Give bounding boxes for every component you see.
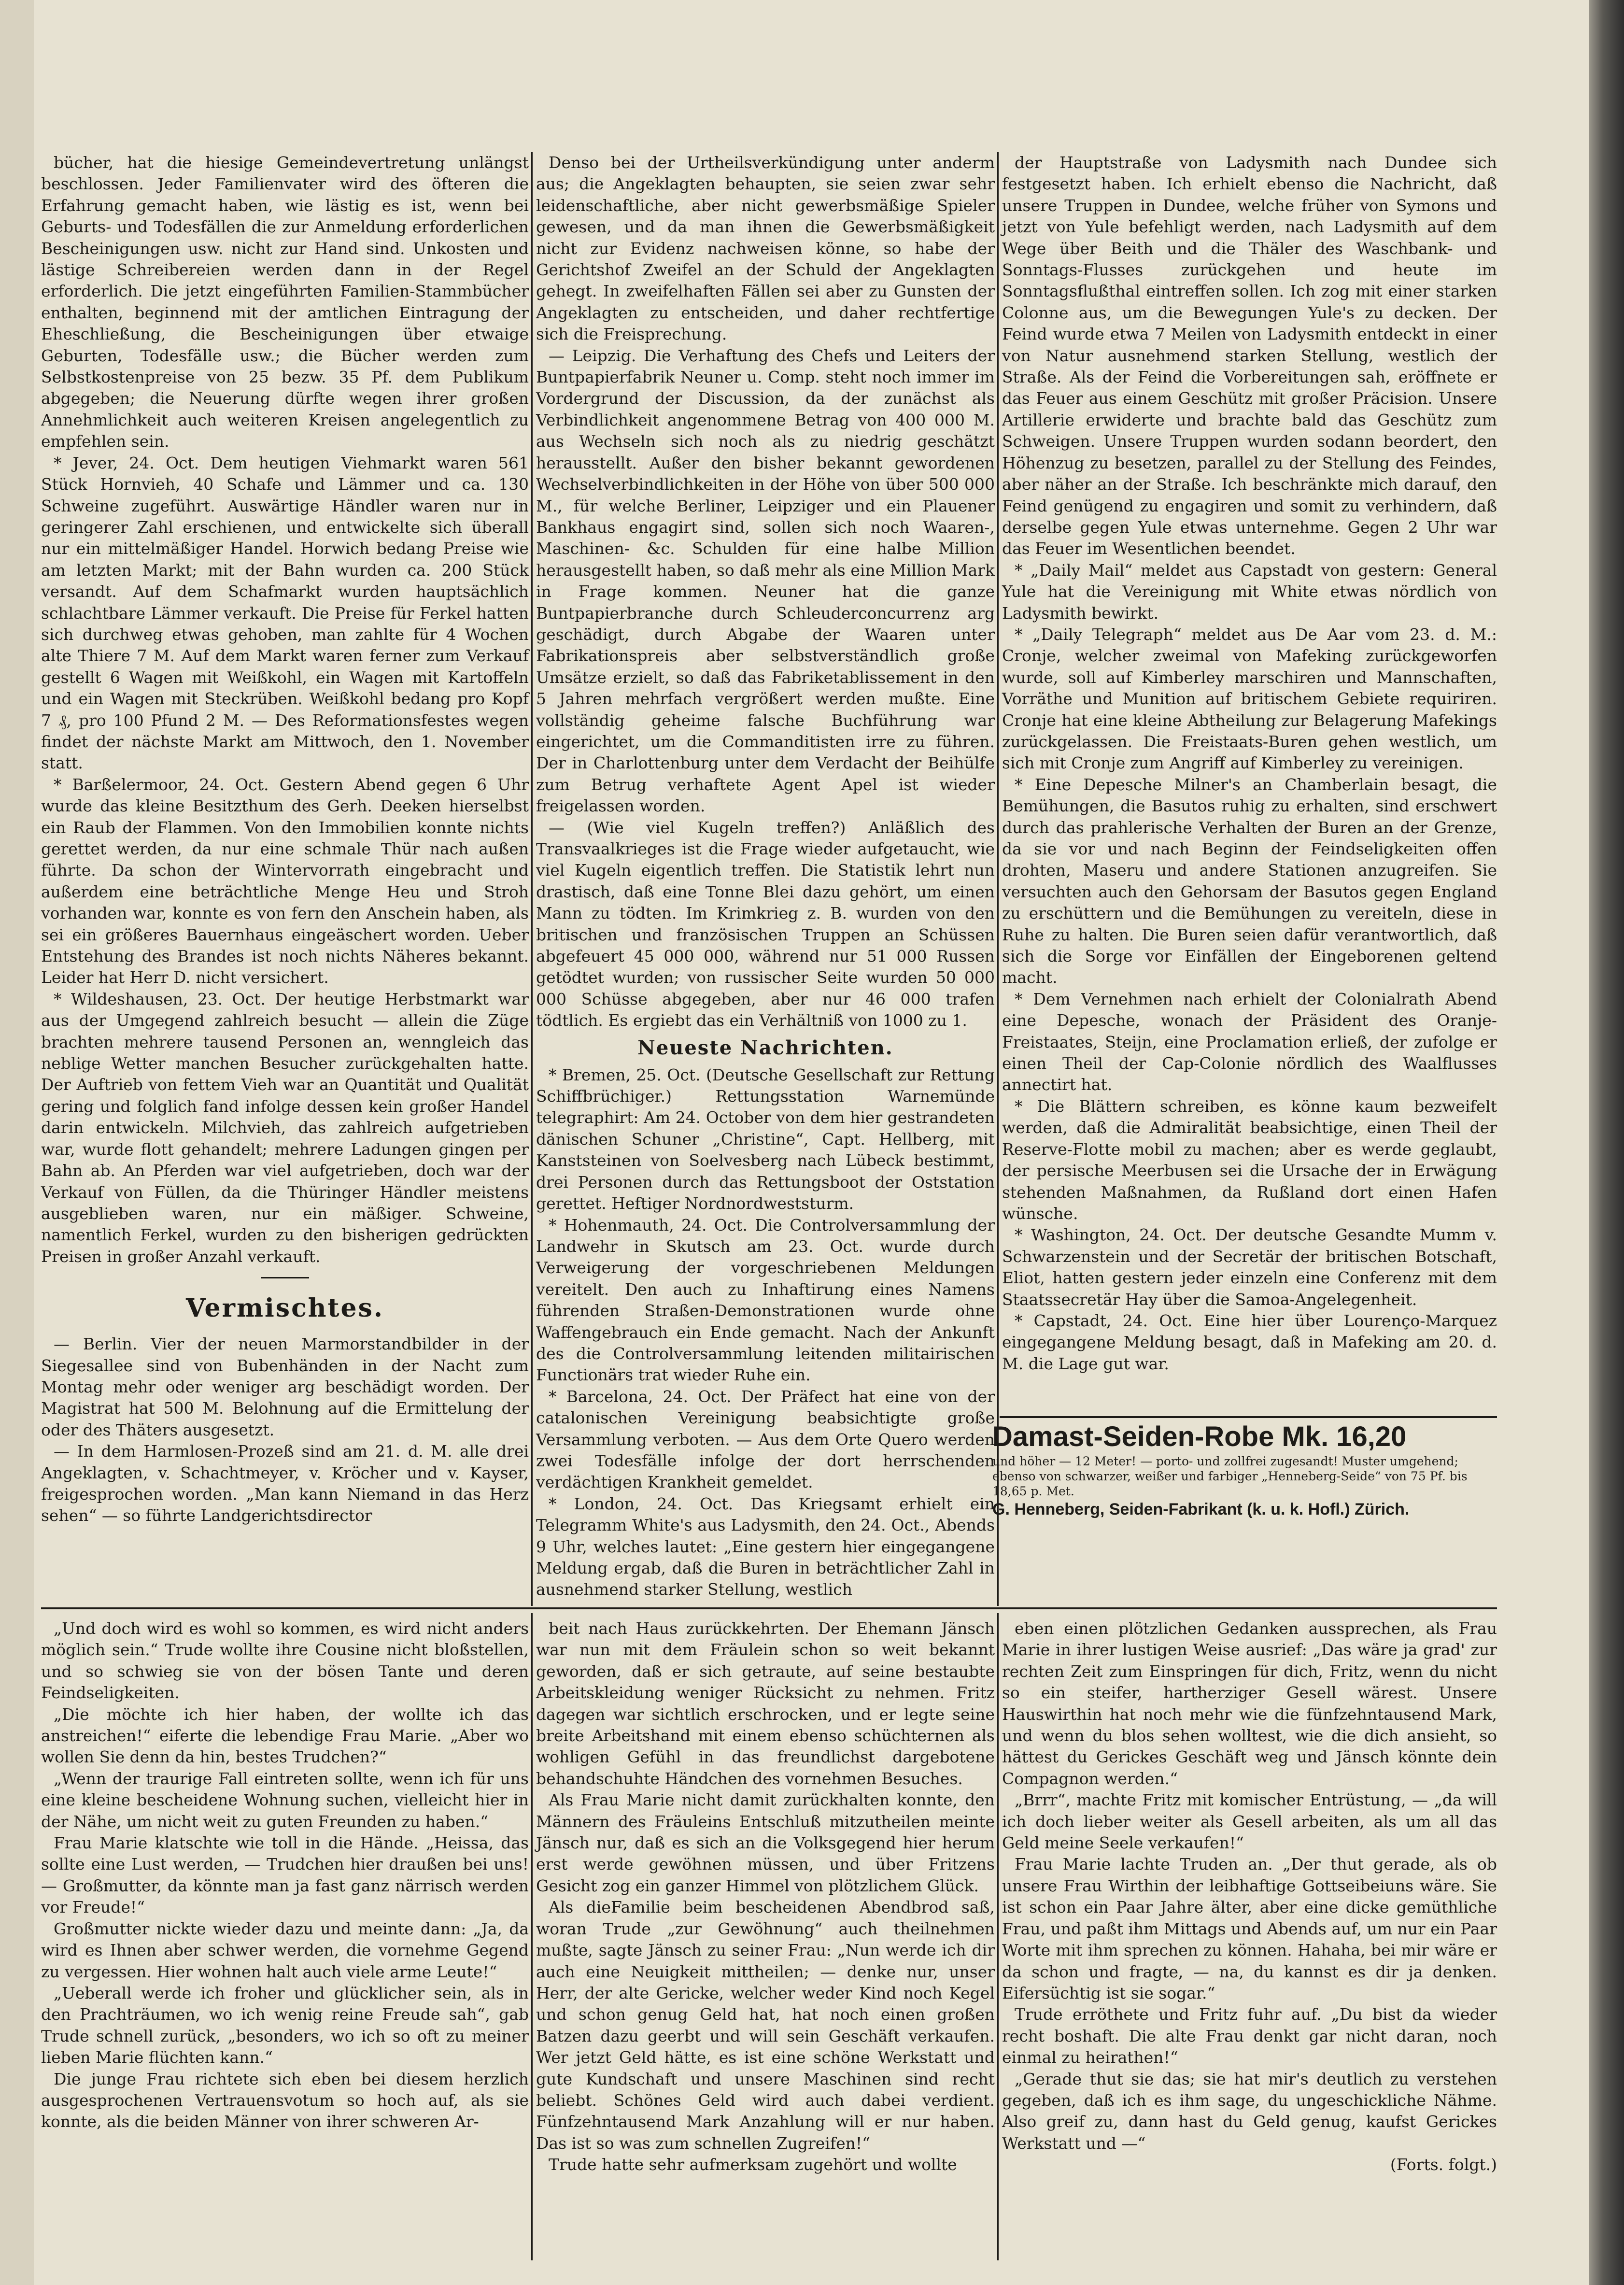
paragraph: Trude erröthete und Fritz fuhr auf. „Du bist da wieder recht boshaft. Die alte Frau denkt gar nicht daran, noch einmal zu heirathen!“ [1002, 2005, 1497, 2067]
paragraph: — Leipzig. Die Verhaftung des Chefs und Leiters der Buntpapierfabrik Neuner u. Comp. steht noch immer im Vordergrund der Discussion, da der zunächst als Verbindlichkeit angenommene Betrag von 400 000 M. aus Wechseln sich noch als zu niedrig geschätzt herausstellt. Außer den bisher bekannt gewordenen Wechselverbindlichkeiten in der Höhe von über 500 000 M., für welche Berliner, Leipziger und ein Plauener Bankhaus engagirt sind, sollen sich noch Waaren-, Maschinen- &c. Schulden für eine halbe Million herausgestellt haben, so daß mehr als eine Million Mark in Frage kommen. Neuner hat die ganze Buntpapierbranche durch Schleuderconcurrenz arg geschädigt, durch Abgabe der Waaren unter Fabrikationspreis aber selbstverständlich große Umsätze erzielt, so daß das Fabriketablissement in den 5 Jahren mehrfach vergrößert werden mußte. Eine vollständig geheime falsche Buchführung war eingerichtet, um die Commanditisten irre zu führen. Der in Charlottenburg unter dem Verdacht der Beihülfe zum Betrug verhaftete Agent Apel ist wieder freigelassen worden. [536, 346, 995, 816]
paragraph: * „Daily Mail“ meldet aus Capstadt von gestern: General Yule hat die Vereinigung mit White etwas nördlich von Ladysmith bewirkt. [1002, 560, 1497, 623]
column-divider [531, 152, 533, 1606]
column-divider [997, 1613, 999, 2260]
feuilleton-column-1 [41, 1618, 529, 2260]
paragraph: * Hohenmauth, 24. Oct. Die Controlversammlung der Landwehr in Skutsch am 23. Oct. wurde durch Verweigerung der vorgeschriebenen Meldungen vereitelt. Den auch zu Inhaftirung eines Namens führenden Straßen-Demonstrationen wurde ohne Waffengebrauch ein Ende gemacht. Nach der Ankunft des die Controlversammlung leitenden militairischen Functionärs trat wieder Ruhe ein. [536, 1215, 995, 1385]
paragraph: * Washington, 24. Oct. Der deutsche Gesandte Mumm v. Schwarzenstein und der Secretär der britischen Botschaft, Eliot, hatten gestern jeder einzeln eine Conferenz mit dem Staatssecretär Hay über die Samoa-Angelegenheit. [1002, 1225, 1497, 1309]
paragraph: Als Frau Marie nicht damit zurückhalten konnte, den Männern des Fräuleins Entschluß mitzutheilen meinte Jänsch nur, daß es sich an die Volksgegend hier herum erst werde gewöhnen müssen, und über Fritzens Gesicht zog ein ganzer Himmel von plötzlichem Glück. [536, 1790, 995, 1895]
feuilleton-separator [41, 1607, 1497, 1609]
section-heading-neueste-nachrichten: Neueste Nachrichten. [637, 1036, 893, 1059]
paragraph: * Barcelona, 24. Oct. Der Präfect hat eine von der catalonischen Vereinigung beabsichtigte große Versammlung verboten. — Aus dem Orte Quero werden zwei Todesfälle infolge der dort herrschenden verdächtigen Krankheit gemeldet. [536, 1387, 995, 1492]
top-column-3 [1002, 152, 1497, 1413]
paragraph: * Die Blättern schreiben, es könne kaum bezweifelt werden, daß die Admiralität beabsichtige, einen Theil der Reserve-Flotte mobil zu machen; aber es werde geglaubt, der persische Meerbusen sei die Ursache der in Erwägung stehenden Maßnahmen, da Rußland dort einen Hafen wünsche. [1002, 1096, 1497, 1223]
paragraph: * Wildeshausen, 23. Oct. Der heutige Herbstmarkt war aus der Umgegend zahlreich besucht — allein die Züge brachten mehrere tausend Personen an, wenngleich das neblige Wetter manchen Besucher zurückgehalten hatte. Der Auftrieb von fettem Vieh war an Quantität und Qualität gering und folglich fand infolge dessen kein großer Handel darin entwickeln. Milchvieh, das zahlreich aufgetrieben war, wurde flott gehandelt; mehrere Ladungen gingen per Bahn ab. An Pferden war viel aufgetrieben, doch war der Verkauf von Füllen, da die Thüringer Händler meistens ausgeblieben waren, nur ein mäßiger. Schweine, namentlich Ferkel, wurden zu den bisherigen gedrückten Preisen in großer Anzahl verkauft. [41, 989, 529, 1266]
paragraph: „Wenn der traurige Fall eintreten sollte, wenn ich für uns eine kleine bescheidene Wohnung suchen, vielleicht hier in der Nähe, um nicht weit zu guten Freunden zu haben.“ [41, 1769, 529, 1831]
section-divider [261, 1277, 309, 1278]
advertisement [992, 1420, 1497, 1519]
paragraph: * Barßelermoor, 24. Oct. Gestern Abend gegen 6 Uhr wurde das kleine Besitzthum des Gerh. Deeken hierselbst ein Raub der Flammen. Von den Immobilien konnte nichts gerettet werden, da nur eine schmale Thür nach außen führte. Da schon der Wintervorrath eingebracht und außerdem eine beträchtliche Menge Heu und Stroh vorhanden war, konnte es von fern den Anschein haben, als sei ein größeres Bauernhaus eingeäschert worden. Ueber Entstehung des Brandes ist noch nichts Näheres bekannt. Leider hat Herr D. nicht versichert. [41, 775, 529, 987]
paragraph: eben einen plötzlichen Gedanken aussprechen, als Frau Marie in ihrer lustigen Weise ausrief: „Das wäre ja grad' zur rechten Zeit zum Einspringen für dich, Fritz, wenn du nicht so ein steifer, hartherziger Gesell wärest. Unsere Hauswirthin hat noch mehr wie die fünfzehntausend Mark, und wenn du blos sehen wolltest, wie die dich ansieht, so hättest du Gerickes Geschäft weg und Jänsch könnte dein Compagnon werden.“ [1002, 1619, 1497, 1788]
paragraph: „Und doch wird es wohl so kommen, es wird nicht anders möglich sein.“ Trude wollte ihre Cousine nicht bloßstellen, und so schwieg sie von der bösen Tante und deren Feindseligkeiten. [41, 1619, 529, 1703]
paragraph: * „Daily Telegraph“ meldet aus De Aar vom 23. d. M.: Cronje, welcher zweimal von Mafeking zurückgeworfen wurde, soll auf Kimberley marschiren und Mannschaften, Vorräthe und Munition auf britischem Gebiete requiriren. Cronje hat eine kleine Abtheilung zur Belagerung Mafekings zurückgelassen. Die Freistaats-Buren gehen westlich, um sich mit Cronje zum Angriff auf Kimberley zu vereinigen. [1002, 624, 1497, 773]
feuilleton-column-3 [1002, 1618, 1497, 2260]
book-edge-shadow [1589, 0, 1624, 2285]
advertisement-signature: G. Henneberg, Seiden-Fabrikant (k. u. k. Hofl.) Zürich. [992, 1500, 1410, 1519]
paragraph: „Die möchte ich hier haben, der wollte ich das anstreichen!“ eiferte die lebendige Frau Marie. „Aber wo wollen Sie denn da hin, bestes Trudchen?“ [41, 1704, 529, 1767]
paragraph: Denso bei der Urtheilsverkündigung unter anderm aus; die Angeklagten behaupten, sie seien zwar sehr leidenschaftliche, aber nicht gewerbsmäßige Spieler gewesen, und da man ihnen die Gewerbsmäßigkeit nicht zur Evidenz nachweisen könne, so habe der Gerichtshof Zweifel an der Schuld der Angeklagten gehegt. In zweifelhaften Fällen sei aber zu Gunsten der Angeklagten zu entscheiden, und daher rechtfertige sich die Freisprechung. [536, 153, 995, 344]
paragraph: * Dem Vernehmen nach erhielt der Colonialrath Abend eine Depesche, wonach der Präsident des Oranje-Freistaates, Steijn, eine Proclamation erließ, der zufolge er einen Theil der Cap-Colonie nördlich des Waalflusses annectirt hat. [1002, 989, 1497, 1094]
paragraph: der Hauptstraße von Ladysmith nach Dundee sich festgesetzt haben. Ich erhielt ebenso die Nachricht, daß unsere Truppen in Dundee, welche früher von Symons und jetzt von Yule befehligt werden, nach Ladysmith auf dem Wege über Beith und die Thäler des Waschbank- und Sonntags-Flusses zurückgehen und heute im Sonntagsflußthal eintreffen sollen. Ich zog mit einer starken Colonne aus, um die Bewegungen Yule's zu decken. Der Feind wurde etwa 7 Meilen von Ladysmith entdeckt in einer von Natur ausnehmend starken Stellung, westlich der Straße. Als der Feind die Vorbereitungen sah, eröffnete er das Feuer aus einem Geschütz mit großer Präcision. Unsere Artillerie erwiderte und brachte bald das Geschütz zum Schweigen. Unsere Truppen wurden sodann beordert, den Höhenzug zu besetzen, parallel zu der Stellung des Feindes, aber näher an der Straße. Ich beschränkte mich darauf, den Feind genügend zu engagiren und somit zu verhindern, daß derselbe gegen Yule etwas unternehme. Gegen 2 Uhr war das Feuer im Wesentlichen beendet. [1002, 153, 1497, 558]
paragraph: Als dieFamilie beim bescheidenen Abendbrod saß, woran Trude „zur Gewöhnung“ auch theilnehmen mußte, sagte Jänsch zu seiner Frau: „Nun werde ich dir auch eine Neuigkeit mittheilen; — denke nur, unser Herr, der alte Gericke, welcher weder Kind noch Kegel und schon genug Geld hat, hat noch einen großen Batzen dazu geerbt und will sein Geschäft verkaufen. Wer jetzt Geld hätte, es ist eine schöne Werkstatt und gute Kundschaft und unsere Maschinen sind recht beliebt. Schönes Geld wird auch dabei verdient. Fünfzehntausend Mark Anzahlung will er nur haben. Das ist so was zum schnellen Zugreifen!“ [536, 1898, 995, 2153]
paragraph: * Jever, 24. Oct. Dem heutigen Viehmarkt waren 561 Stück Hornvieh, 40 Schafe und Lämmer und ca. 130 Schweine zugeführt. Auswärtige Händler waren nur in geringerer Zahl erschienen, und entwickelte sich überall nur ein mittelmäßiger Handel. Horwich bedang Preise wie am letzten Markt; mit der Bahn wurden ca. 200 Stück versandt. Auf dem Schafmarkt wurden hauptsächlich schlachtbare Lämmer verkauft. Die Preise für Ferkel hatten sich durchweg etwas gehoben, man zahlte für 4 Wochen alte Thiere 7 M. Auf dem Markt waren ferner zum Verkauf gestellt 6 Wagen mit Weißkohl, ein Wagen mit Kartoffeln und ein Wagen mit Steckrüben. Weißkohl bedang pro Kopf 7 ₰, pro 100 Pfund 2 M. — Des Reformationsfestes wegen findet der nächste Markt am Mittwoch, den 1. November statt. [41, 453, 529, 773]
top-column-2 [536, 152, 995, 1599]
section-heading-vermischtes: Vermischtes. [185, 1293, 384, 1323]
advertisement-title: Damast-Seiden-Robe Mk. 16,20 [992, 1421, 1407, 1452]
paragraph: bücher, hat die hiesige Gemeindevertretung unlängst beschlossen. Jeder Familienvater wird des öfteren die Erfahrung gemacht haben, wie lästig es ist, wenn bei Geburts- und Todesfällen die zur Anmeldung erforderlichen Bescheinigungen usw. nicht zur Hand sind. Unkosten und lästige Schreibereien werden dann in der Regel erforderlich. Die jetzt eingeführten Familien-Stammbücher enthalten, beginnend mit der amtlichen Eintragung der Eheschließung, die Bescheinigungen über etwaige Geburten, Todesfälle usw.; die Bücher werden zum Selbstkostenpreise von 25 bezw. 35 Pf. dem Publikum abgegeben; die Neuerung dürfte wegen ihrer großen Annehmlichkeit auch weiteren Kreisen angelegentlich zu empfehlen sein. [41, 153, 529, 451]
feuilleton-column-2 [536, 1618, 995, 2260]
paragraph: * Eine Depesche Milner's an Chamberlain besagt, die Bemühungen, die Basutos ruhig zu erhalten, sind erschwert durch das prahlerische Verhalten der Buren an der Grenze, da sie vor und nach Beginn der Feindseligkeiten offen drohten, Maseru und andere Stationen anzugreifen. Sie versuchten auch den Gehorsam der Basutos gegen England zu erschüttern und die Bemühungen zu vereiteln, diese in Ruhe zu halten. Die Buren seien dafür verantwortlich, daß sich die Sorge vor Einfällen der Eingeborenen geltend macht. [1002, 775, 1497, 987]
paragraph: „Ueberall werde ich froher und glücklicher sein, als in den Prachträumen, wo ich wenig reine Freude sah“, gab Trude schnell zurück, „besonders, wo ich so oft zu meiner lieben Marie flüchten kann.“ [41, 1983, 529, 2067]
paragraph: Die junge Frau richtete sich eben bei diesem herzlich ausgesprochenen Vertrauensvotum so hoch auf, als sie konnte, als die beiden Männer von ihrer schweren Ar- [41, 2069, 529, 2131]
advertisement-rule [1000, 1416, 1497, 1418]
column-divider [531, 1613, 533, 2260]
top-column-1 [41, 152, 529, 1525]
paragraph: „Brrr“, machte Fritz mit komischer Entrüstung, — „da will ich doch lieber weiter als Gesell arbeiten, als um all das Geld meine Seele verkaufen!“ [1002, 1790, 1497, 1853]
advertisement-text: und höher — 12 Meter! — porto- und zollfrei zugesandt! Muster umgehend; ebenso von schwarzer, weißer und farbiger „Henneberg-Seide“ von 75 Pf. bis 18,65 p. Met. [992, 1454, 1468, 1498]
continuation-note: (Forts. folgt.) [1390, 2155, 1497, 2174]
paragraph: „Gerade thut sie das; sie hat mir's deutlich zu verstehen gegeben, daß ich es ihm sage, du ungeschickliche Nähme. Also greif zu, dann hast du Geld genug, kaufst Gerickes Werkstatt und —“ [1002, 2069, 1497, 2153]
paragraph: Frau Marie lachte Truden an. „Der thut gerade, als ob unsere Frau Wirthin der leibhaftige Gottseibeiuns wäre. Sie ist schon ein Paar Jahre älter, aber eine dicke gemüthliche Frau, und paßt ihm Mittags und Abends auf, um nur ein Paar Worte mit ihm sprechen zu können. Hahaha, bei mir wäre er da schon und fragte, — na, du kannst es dir ja denken. Eifersüchtig ist sie sogar.“ [1002, 1855, 1497, 2002]
paragraph: — Berlin. Vier der neuen Marmorstandbilder in der Siegesallee sind von Bubenhänden in der Nacht zum Montag mehr oder weniger arg beschädigt worden. Der Magistrat hat 500 M. Belohnung auf die Ermittelung der oder des Thäters ausgesetzt. [41, 1334, 529, 1439]
paragraph: * Bremen, 25. Oct. (Deutsche Gesellschaft zur Rettung Schiffbrüchiger.) Rettungsstation Warnemünde telegraphirt: Am 24. October von dem hier gestrandeten dänischen Schuner „Christine“, Capt. Hellberg, mit Kanststeinen von Soelvesberg nach Lübeck bestimmt, drei Personen durch das Rettungsboot der Oststation gerettet. Heftiger Nordnordweststurm. [536, 1065, 995, 1213]
paragraph: Frau Marie klatschte wie toll in die Hände. „Heissa, das sollte eine Lust werden, — Trudchen hier draußen bei uns! — Großmutter, da könnte man ja fast ganz närrisch werden vor Freude!“ [41, 1833, 529, 1917]
paragraph: * London, 24. Oct. Das Kriegsamt erhielt ein Telegramm White's aus Ladysmith, den 24. Oct., Abends 9 Uhr, welches lautet: „Eine gestern hier eingegangene Meldung ergab, daß die Buren in beträchtlicher Zahl in ausnehmend starker Stellung, westlich [536, 1494, 995, 1599]
left-adjacent-page-strip [0, 0, 34, 2285]
column-divider [997, 152, 999, 1606]
paragraph: Trude hatte sehr aufmerksam zugehört und wollte [549, 2155, 957, 2174]
paragraph: — In dem Harmlosen-Prozeß sind am 21. d. M. alle drei Angeklagten, v. Schachtmeyer, v. Kröcher und v. Kayser, freigesprochen worden. „Man kann Niemand in das Herz sehen“ — so führte Landgerichtsdirector [41, 1442, 529, 1525]
paragraph: — (Wie viel Kugeln treffen?) Anläßlich des Transvaalkrieges ist die Frage wieder aufgetaucht, wie viel Kugeln eigentlich treffen. Die Statistik lehrt nun drastisch, daß eine Tonne Blei dazu gehört, um einen Mann zu tödten. Im Krimkrieg z. B. wurden von den britischen und französischen Truppen an Schüssen abgefeuert 45 000 000, während nur 51 000 Russen getödtet wurden; von russischer Seite wurden 50 000 000 Schüsse abgegeben, aber nur 46 000 trafen tödtlich. Es ergiebt das ein Verhältniß von 1000 zu 1. [536, 818, 995, 1030]
paragraph: beit nach Haus zurückkehrten. Der Ehemann Jänsch war nun mit dem Fräulein schon so weit bekannt geworden, daß er sich getraute, auf seine bestaubte Arbeitskleidung weniger Rücksicht zu nehmen. Fritz dagegen war sichtlich erschrocken, und er legte seine breite Arbeitshand mit einem ebenso schüchternen als wohligen Gefühl in das freundlichst dargebotene behandschuhte Händchen des vornehmen Besuches. [536, 1619, 995, 1788]
newspaper-page [34, 0, 1589, 2285]
paragraph: * Capstadt, 24. Oct. Eine hier über Lourenço-Marquez eingegangene Meldung besagt, daß in Mafeking am 20. d. M. die Lage gut war. [1002, 1311, 1497, 1373]
paragraph: Großmutter nickte wieder dazu und meinte dann: „Ja, da wird es Ihnen aber schwer werden, die vornehme Gegend zu vergessen. Hier wohnen halt auch viele arme Leute!“ [41, 1919, 529, 1981]
